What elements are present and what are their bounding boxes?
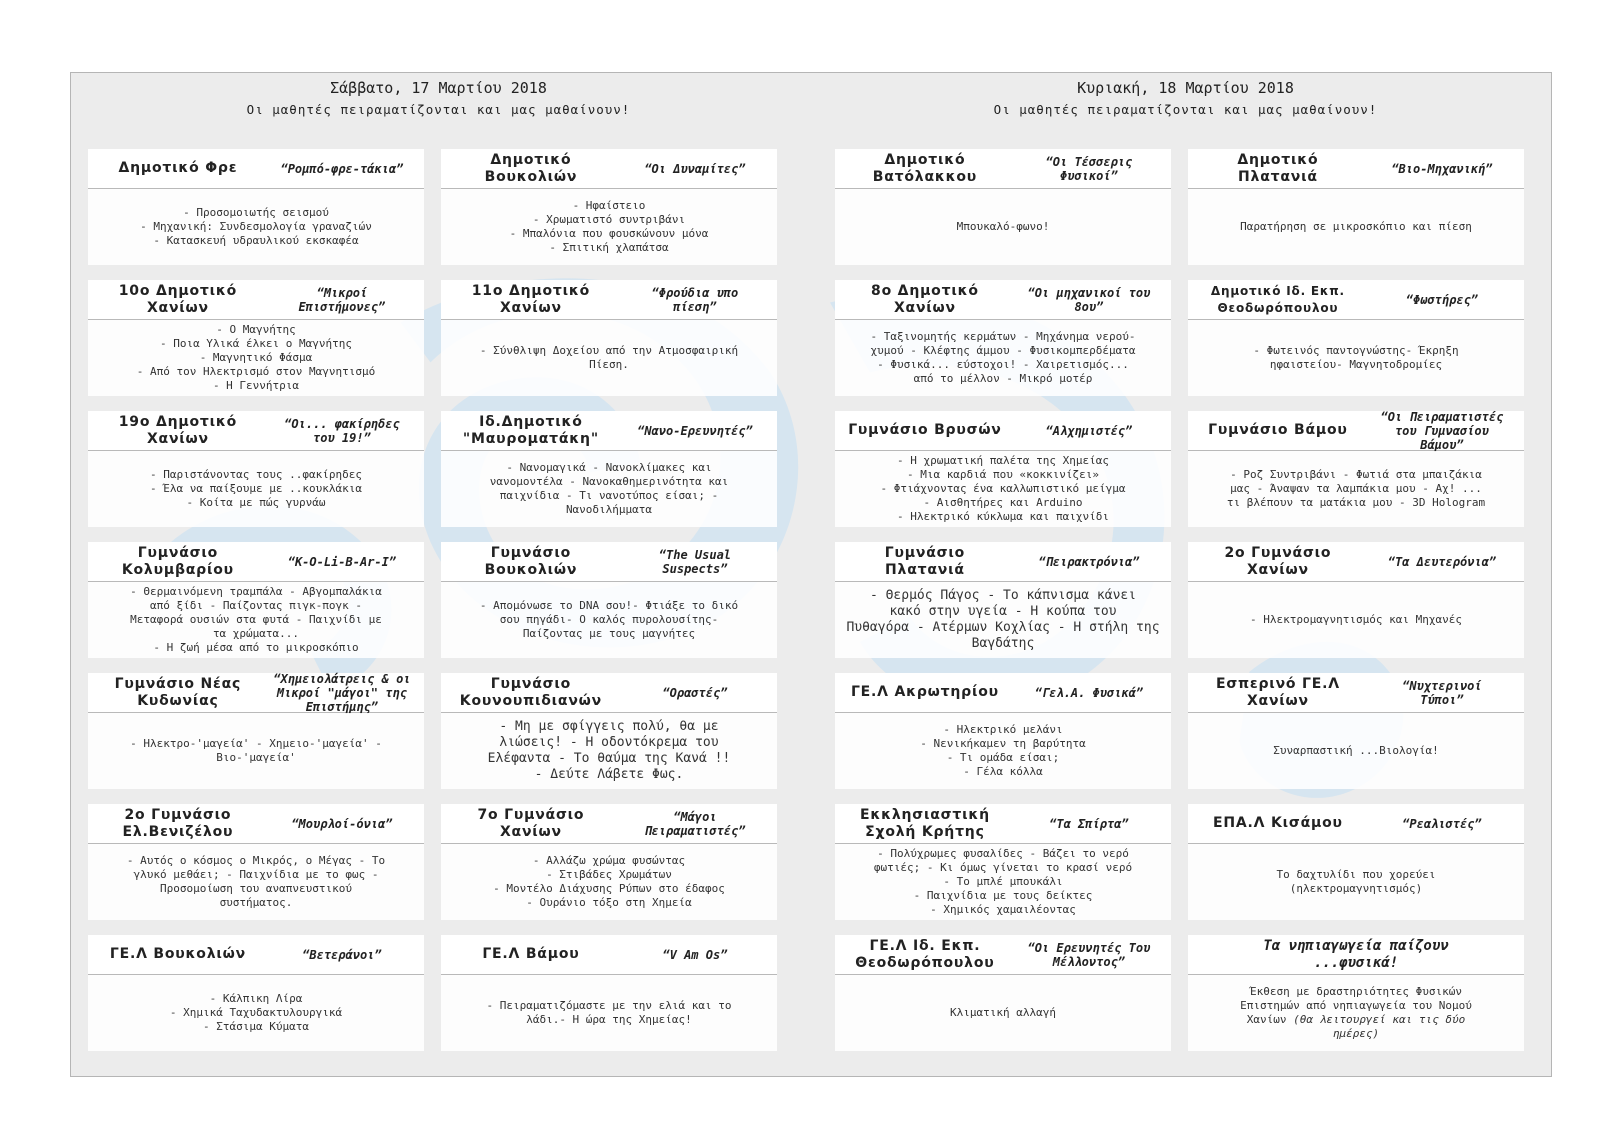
experiments-list [957, 220, 1050, 234]
card-body [441, 844, 777, 920]
experiments-list [880, 454, 1125, 524]
school-card [88, 673, 424, 789]
card-header [1188, 149, 1524, 189]
school-card [1188, 673, 1524, 789]
experiments-list [846, 588, 1159, 652]
card-body [835, 320, 1171, 396]
school-card [88, 542, 424, 658]
experiments-list [493, 854, 725, 910]
card-header [835, 149, 1171, 189]
school-card [1188, 411, 1524, 527]
team-name: “Τα Δευτερόνια” [1387, 554, 1497, 569]
card-body [835, 975, 1171, 1051]
experiments-text: Συναρπαστική ...Βιολογία! [1273, 744, 1439, 757]
school-card [835, 411, 1171, 527]
school-grid [88, 149, 777, 1051]
experiments-list [130, 737, 382, 765]
school-name: 8ο Δημοτικό Χανίων [871, 282, 979, 316]
card-body [835, 451, 1171, 527]
card-body [835, 189, 1171, 265]
card-body [835, 713, 1171, 789]
experiments-text: - Ταξινομητής κερμάτων - Μηχάνημα νερού- χυμού - Κλέφτης άμμου - Φυσικομπερδέματα - Φυσικά... εύστοχοι! - Χαιρετισμός... από το μέλλον - Μικρό μοτέρ [870, 330, 1136, 385]
card-header [88, 411, 424, 451]
team-name: “K-O-Li-B-Ar-I” [287, 554, 397, 569]
experiments-text: Το δαχτυλίδι που χορεύει (ηλεκτρομαγνητισμός) [1276, 868, 1436, 895]
experiments-list [1240, 985, 1472, 1041]
card-header [1188, 280, 1524, 320]
school-name: ΓΕ.Λ Ακρωτηρίου [850, 684, 999, 700]
team-name: “Φωστήρες” [1405, 292, 1479, 307]
school-card [835, 149, 1171, 265]
team-name: “Αλχημιστές” [1045, 423, 1133, 438]
card-body [441, 582, 777, 658]
experiments-list [1277, 868, 1436, 896]
card-body [441, 975, 777, 1051]
card-body [441, 713, 777, 789]
card-body [88, 713, 424, 789]
card-header [1188, 673, 1524, 713]
card-body [88, 189, 424, 265]
card-body [1188, 844, 1524, 920]
experiments-text: Παρατήρηση σε μικροσκόπιο και πίεση [1240, 220, 1472, 233]
experiments-list [1250, 613, 1462, 627]
experiments-list [130, 585, 382, 655]
team-name: “Μάγοι Πειραματιστές” [644, 809, 746, 838]
experiments-list [137, 323, 375, 393]
school-name: Δημοτικό Πλατανιά [1237, 151, 1319, 185]
school-grid [835, 149, 1524, 1051]
card-header [1188, 542, 1524, 582]
card-header [88, 673, 424, 713]
team-name: “Οι Ερευνητές Του Μέλλοντος” [1027, 940, 1151, 969]
experiments-text: - Παριστάνοντας τους ..φακίρηδες - Έλα να παίξουμε με ..κουκλάκια - Κοίτα με πώς γυρνάω [150, 468, 362, 509]
experiments-list [510, 199, 709, 255]
experiments-text: - Ηλεκτρο-'μαγεία' - Χημειο-'μαγεία' - Βιο-'μαγεία' [130, 737, 382, 764]
school-card [1188, 542, 1524, 658]
card-body [88, 582, 424, 658]
program-sheet [70, 72, 1552, 1077]
school-name: Ιδ.Δημοτικό "Μαυροματάκη" [462, 413, 599, 447]
experiments-list [1227, 468, 1485, 510]
experiments-text: - Ηλεκτρομαγνητισμός και Μηχανές [1250, 613, 1462, 626]
day-header [818, 73, 1552, 143]
card-header [88, 542, 424, 582]
card-header [835, 673, 1171, 713]
school-name: Γυμνάσιο Κουνουπιδιανών [459, 675, 602, 709]
team-name: “The Usual Suspects” [658, 547, 732, 576]
card-body [441, 189, 777, 265]
experiments-text: - Ο Μαγνήτης - Ποια Υλικά έλκει ο Μαγνήτης - Μαγνητικό Φάσμα - Από τον Ηλεκτρισμό στον Μαγνητισμό - Η Γεννήτρια [136, 323, 376, 392]
day-subtitle: Οι μαθητές πειραματίζονται και μας μαθαίνουν! [993, 102, 1378, 117]
day-saturday [71, 73, 806, 1033]
card-header [835, 280, 1171, 320]
card-body [1188, 975, 1524, 1051]
experiments-list [480, 344, 738, 372]
experiments-text: - Προσομοιωτής σεισμού - Μηχανική: Συνδεσμολογία γραναζιών - Κατασκευή υδραυλικού εκσκαφέα [140, 206, 372, 247]
team-name: “Ρομπό-φρε-τάκια” [280, 161, 404, 176]
team-name: “Οι... φακίρηδες του 19!” [284, 416, 400, 445]
card-body [1188, 320, 1524, 396]
experiments-list [140, 206, 372, 248]
team-name: “Χημειολάτρεις & οι Μικροί "μάγοι" της Επιστήμης” [273, 671, 411, 714]
team-name: “Οι Πειραματιστές του Γυμνασίου Βάμου” [1380, 409, 1504, 452]
school-card [441, 280, 777, 396]
team-name: “Μικροί Επιστήμονες” [298, 285, 386, 314]
card-header [88, 149, 424, 189]
card-header [1188, 411, 1524, 451]
experiments-text: - Νανομαγικά - Νανοκλίμακες και νανομοντέλα - Νανοκαθημερινότητα και παιχνίδια - Τι νανοτύπος είσαι; - Νανοδιλήμματα [489, 461, 729, 516]
school-card [441, 411, 777, 527]
team-name: “Οι μηχανικοί του 8ου” [1027, 285, 1151, 314]
experiments-list [127, 854, 385, 910]
school-name: Γυμνάσιο Βουκολιών [484, 544, 578, 578]
team-name: “Μουρλοί-όνια” [291, 816, 393, 831]
school-card [1188, 804, 1524, 920]
school-card [835, 542, 1171, 658]
team-name: “Βετεράνοι” [302, 947, 382, 962]
experiments-list [1240, 220, 1472, 234]
school-name: Γυμνάσιο Κολυμβαρίου [121, 544, 234, 578]
card-header [1188, 935, 1524, 975]
card-header [441, 411, 777, 451]
school-card [441, 673, 777, 789]
card-header [835, 411, 1171, 451]
experiments-list [920, 723, 1086, 779]
card-body [88, 975, 424, 1051]
experiments-text: - Αλλάζω χρώμα φυσώντας - Στιβάδες Χρωμάτων - Μοντέλο Διάχυσης Ρύπων στο έδαφος - Ουράνιο τόξο στη Χημεία [493, 854, 725, 909]
school-name: Γυμνάσιο Νέας Κυδωνίας [114, 675, 242, 709]
school-card [1188, 149, 1524, 265]
card-body [441, 451, 777, 527]
experiments-list [871, 330, 1136, 386]
team-name: “Πειρακτρόνια” [1038, 554, 1140, 569]
school-name: 7ο Γυμνάσιο Χανίων [477, 806, 585, 840]
card-header [441, 935, 777, 975]
team-name: “Βιο-Μηχανική” [1391, 161, 1493, 176]
school-card [1188, 935, 1524, 1051]
school-card [1188, 280, 1524, 396]
day-date: Σάββατο, 17 Μαρτίου 2018 [330, 79, 547, 97]
school-name: Εσπερινό ΓΕ.Λ Χανίων [1215, 675, 1340, 709]
experiments-text: - Κάλπικη Λίρα - Χημικά Ταχυδακτυλουργικά - Στάσιμα Κύματα [169, 992, 343, 1033]
card-header [1188, 804, 1524, 844]
experiments-list [488, 719, 731, 783]
school-name: 10ο Δημοτικό Χανίων [118, 282, 238, 316]
card-body [1188, 189, 1524, 265]
card-header [88, 935, 424, 975]
experiments-list [490, 461, 728, 517]
card-body [835, 844, 1171, 920]
experiments-text: - Θερμαινόμενη τραμπάλα - Αβγομπαλάκια από ξίδι - Παίζοντας πιγκ-πογκ - Μεταφορά ουσιών στα φυτά - Παιχνίδι με τα χρώματα... - Η ζωή μέσα από το μικροσκόπιο [130, 585, 382, 654]
school-name: ΕΠΑ.Λ Κισάμου [1213, 815, 1343, 831]
card-header [441, 280, 777, 320]
card-body [1188, 582, 1524, 658]
experiments-text: - Αυτός ο κόσμος ο Μικρός, ο Μέγας - Το γλυκό μεθάει; - Παιχνίδια με το φως - Προσομοίωση του αναπνευστικού συστήματος. [126, 854, 386, 909]
card-body [88, 844, 424, 920]
school-card [88, 935, 424, 1051]
experiments-text: - Ηλεκτρικό μελάνι - Νενικήκαμεν τη βαρύτητα - Τι ομάδα είσαι; - Γέλα κόλλα [920, 723, 1086, 778]
experiments-list [480, 599, 738, 641]
school-card [88, 149, 424, 265]
day-header [71, 73, 806, 143]
card-header [441, 673, 777, 713]
experiments-list [874, 847, 1132, 917]
school-card [835, 280, 1171, 396]
team-name: “Ρεαλιστές” [1402, 816, 1482, 831]
card-header [441, 804, 777, 844]
school-name: Δημοτικό Ιδ. Εκπ. Θεοδωρόπουλου [1210, 283, 1345, 315]
experiments-text: - Θερμός Πάγος - Το κάπνισμα κάνει κακό στην υγεία - Η κούπα του Πυθαγόρα - Ατέρμων Κοχλίας - Η στήλη της Βαγδάτης [846, 588, 1160, 651]
school-name: Δημοτικό Φρε [118, 160, 238, 176]
school-card [835, 673, 1171, 789]
school-name: 2ο Γυμνάσιο Ελ.Βενιζέλου [122, 806, 234, 840]
team-name: “Οι Δυναμίτες” [644, 161, 746, 176]
school-name: Γυμνάσιο Βρυσών [848, 422, 1002, 438]
school-card [835, 935, 1171, 1051]
school-name: Δημοτικό Βατόλακκου [872, 151, 978, 185]
card-body [88, 451, 424, 527]
school-card [88, 411, 424, 527]
experiments-text: Κλιματική αλλαγή [950, 1006, 1056, 1019]
experiments-text: - Μη με σφίγγεις πολύ, θα με λιώσεις! - Η οδοντόκρεμα του Ελέφαντα - Το θαύμα της Κανά !! - Δεύτε Λάβετε Φως. [487, 719, 731, 782]
experiments-text: - Φωτεινός παντογνώστης- Έκρηξη ηφαιστείου- Μαγνητοδρομίες [1253, 344, 1459, 371]
experiments-text: - Ηφαίστειο - Χρωματιστό συντριβάνι - Μπαλόνια που φουσκώνουν μόνα - Σπιτική χλαπάτσα [509, 199, 709, 254]
experiments-text: Έκθεση με δραστηριότητες Φυσικών Επιστημών από νηπιαγωγεία του Νομού Χανίων [1240, 985, 1472, 1026]
team-name: “Νυχτερινοί Τύποι” [1402, 678, 1482, 707]
school-card [835, 804, 1171, 920]
school-name: 2ο Γυμνάσιο Χανίων [1224, 544, 1332, 578]
team-name: “Νανο-Ερευνητές” [637, 423, 753, 438]
note-text: (θα λειτουργεί και τις δύο ημέρες) [1293, 1013, 1466, 1040]
team-name: “Φρούδια υπο πίεση” [651, 285, 739, 314]
school-name: 11ο Δημοτικό Χανίων [471, 282, 591, 316]
team-name: “Γελ.Α. Φυσικά” [1034, 685, 1144, 700]
school-card [88, 280, 424, 396]
experiments-text: - Η χρωματική παλέτα της Χημείας - Μια καρδιά που «κοκκινίζει» - Φτιάχνοντας ένα καλλωπιστικό μείγμα - Αισθητήρες και Arduino - Ηλεκτρικό κύκλωμα και παιχνίδι [880, 454, 1126, 523]
card-header [835, 935, 1171, 975]
experiments-text: - Σύνθλιψη Δοχείου από την Ατμοσφαιρική Πίεση. [479, 344, 739, 371]
team-name: “Οι Τέσσερις Φυσικοί” [1045, 154, 1133, 183]
experiments-text: - Απομόνωσε το DNA σου!- Φτιάξε το δικό σου πηγάδι- Ο καλός πυρολουσίτης- Παίζοντας με τους μαγνήτες [479, 599, 739, 640]
card-header [441, 149, 777, 189]
experiments-list [1273, 744, 1439, 758]
card-header [88, 280, 424, 320]
school-name: Γυμνάσιο Βάμου [1208, 422, 1348, 438]
team-name: “V Am Os” [662, 947, 728, 962]
school-name: 19ο Δημοτικό Χανίων [118, 413, 238, 447]
experiments-list [486, 999, 731, 1027]
card-body [835, 582, 1171, 658]
card-header [835, 804, 1171, 844]
experiments-text: - Πειραματιζόμαστε με την ελιά και το λάδι.- Η ώρα της Χημείας! [486, 999, 732, 1026]
school-card [441, 542, 777, 658]
school-card [441, 804, 777, 920]
experiments-text: - Πολύχρωμες φυσαλίδες - Βάζει το νερό φωτιές; - Κι όμως γίνεται το κρασί νερό - Το μπλέ μπουκάλι - Παιχνίδια με τους δείκτες - Χημικός χαμαιλέοντας [873, 847, 1133, 916]
card-header [835, 542, 1171, 582]
school-card [88, 804, 424, 920]
card-header [441, 542, 777, 582]
experiments-list [1253, 344, 1458, 372]
experiments-text: Μπουκαλό-φωνο! [956, 220, 1050, 233]
day-sunday [818, 73, 1552, 1040]
school-name: Γυμνάσιο Πλατανιά [884, 544, 966, 578]
experiments-list [150, 468, 362, 510]
card-title: Τα νηπιαγωγεία παίζουν ...φυσικά! [1263, 937, 1449, 971]
day-subtitle: Οι μαθητές πειραματίζονται και μας μαθαίνουν! [246, 102, 631, 117]
team-name: “Οραστές” [662, 685, 728, 700]
card-header [88, 804, 424, 844]
school-card [441, 935, 777, 1051]
experiments-list [950, 1006, 1056, 1020]
school-name: Εκκλησιαστική Σχολή Κρήτης [859, 806, 990, 840]
experiments-text: - Ροζ Συντριβάνι - Φωτιά στα μπαιζάκια μας - Άναψαν τα λαμπάκια μου - Αχ! ... τι βλέπουν τα ματάκια μου - 3D Hologram [1226, 468, 1486, 509]
card-body [88, 320, 424, 396]
card-body [441, 320, 777, 396]
school-name: ΓΕ.Λ Βάμου [482, 946, 580, 962]
experiments-list [170, 992, 342, 1034]
school-name: Δημοτικό Βουκολιών [484, 151, 578, 185]
day-date: Κυριακή, 18 Μαρτίου 2018 [1077, 79, 1294, 97]
school-name: ΓΕ.Λ Βουκολιών [109, 946, 246, 962]
card-body [1188, 451, 1524, 527]
school-card [441, 149, 777, 265]
school-name: ΓΕ.Λ Ιδ. Εκπ. Θεοδωρόπουλου [855, 937, 995, 971]
card-body [1188, 713, 1524, 789]
team-name: “Τα Σπίρτα” [1049, 816, 1129, 831]
